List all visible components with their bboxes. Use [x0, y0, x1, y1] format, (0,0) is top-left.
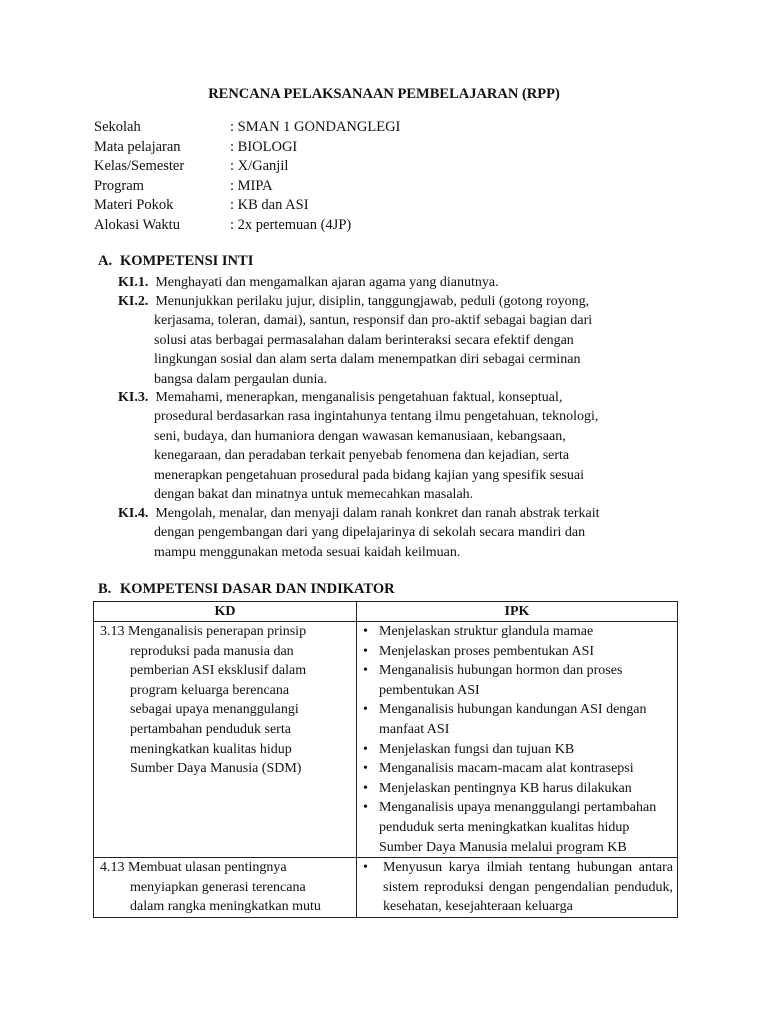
- meta-value: : X/Ganjil: [230, 158, 289, 174]
- ipk-cell: [357, 858, 678, 918]
- kd-text: Sumber Daya Manusia (SDM): [130, 761, 302, 777]
- meta-row: [94, 118, 400, 138]
- kd-text: sebagai upaya menanggulangi: [130, 702, 299, 718]
- ki-text: kenegaraan, dan peradaban terkait penyebab fenomena dan kejadian, serta: [154, 448, 570, 464]
- kd-cell: [94, 858, 357, 918]
- ki-text: dengan bakat dan minatnya untuk memecahkan masalah.: [154, 487, 474, 503]
- bullet-icon: •: [363, 643, 368, 659]
- kd-text: menyiapkan generasi terencana: [130, 879, 306, 895]
- ki-text: lingkungan sosial dan alam serta dalam menempatkan diri sebagai cerminan: [154, 352, 581, 368]
- table-row: [94, 858, 678, 918]
- ki-text: solusi atas berbagai permasalahan dalam berinteraksi secara efektif dengan: [154, 332, 574, 348]
- kd-text: pemberian ASI eksklusif dalam: [130, 663, 307, 679]
- ipk-list: [363, 622, 673, 857]
- ki-text: dengan pengembangan dari yang dipelajarinya di sekolah secara mandiri dan: [154, 525, 586, 541]
- meta-value: : MIPA: [230, 177, 273, 194]
- table-row: [94, 622, 678, 858]
- kd-text: dalam rangka meningkatkan mutu: [130, 899, 321, 915]
- list-item: [363, 759, 673, 779]
- ki-text: kerjasama, toleran, damai), santun, responsif dan pro-aktif sebagai bagian dari: [154, 313, 593, 329]
- ki-text: bangsa dalam pergaulan dunia.: [154, 371, 328, 387]
- bullet-icon: •: [363, 761, 368, 777]
- ipk-text: Menjelaskan proses pembentukan ASI: [379, 643, 595, 659]
- ipk-text: Menganalisis hubungan kandungan ASI dengan manfaat ASI: [379, 702, 647, 737]
- bullet-icon: •: [363, 624, 368, 639]
- list-item: [363, 700, 673, 739]
- meta-key: Materi Pokok: [94, 197, 174, 213]
- ipk-text: Menganalisis hubungan hormon dan proses pembentukan ASI: [379, 663, 623, 698]
- meta-key: Sekolah: [94, 119, 141, 135]
- section-letter: B.: [98, 581, 112, 597]
- ki-text: Menghayati dan mengamalkan ajaran agama yang dianutnya.: [155, 275, 499, 290]
- ipk-text: Menjelaskan fungsi dan tujuan KB: [379, 741, 575, 757]
- ki-label: KI.1.: [118, 275, 149, 290]
- ki-label: KI.2.: [118, 294, 149, 309]
- section-b-heading: [98, 581, 395, 598]
- bullet-icon: •: [363, 741, 368, 757]
- kd-cell: [94, 622, 357, 858]
- ki-text: Menunjukkan perilaku jujur, disiplin, tanggungjawab, peduli (gotong royong,: [155, 294, 590, 309]
- ki-3: [118, 388, 678, 504]
- meta-value: : SMAN 1 GONDANGLEGI: [230, 119, 401, 135]
- ki-text: prosedural berdasarkan rasa ingintahunya tentang ilmu pengetahuan, teknologi,: [154, 409, 599, 425]
- list-item: [363, 622, 673, 642]
- kd-text: meningkatkan kualitas hidup: [130, 741, 292, 757]
- list-item: [363, 740, 673, 760]
- ki-label: KI.3.: [118, 390, 149, 405]
- meta-key: Mata pelajaran: [94, 138, 181, 155]
- ki-label: KI.4.: [118, 506, 149, 521]
- list-item: [363, 798, 673, 857]
- ki-text: mampu menggunakan metoda sesuai kaidah keilmuan.: [154, 544, 461, 560]
- table-header-row: [94, 602, 678, 622]
- ki-text: Memahami, menerapkan, menganalisis pengetahuan faktual, konseptual,: [155, 390, 563, 405]
- ipk-text: Menyusun karya ilmiah tentang hubungan antara sistem reproduksi dengan pengendalian penduduk, kesehatan, kesejahteraan keluarga: [383, 860, 673, 915]
- bullet-icon: •: [363, 663, 368, 679]
- meta-key: Alokasi Waktu: [94, 216, 180, 233]
- section-a-heading: [98, 253, 253, 270]
- ipk-list: [363, 858, 673, 916]
- section-letter: A.: [98, 253, 113, 269]
- ki-text: Mengolah, menalar, dan menyaji dalam ranah konkret dan ranah abstrak terkait: [155, 506, 600, 521]
- meta-key: Kelas/Semester: [94, 158, 185, 174]
- ki-1: [118, 273, 678, 292]
- ipk-text: Menganalisis macam-macam alat kontrasepsi: [379, 761, 634, 777]
- ipk-text: Menjelaskan struktur glandula mamae: [379, 624, 594, 639]
- bullet-icon: •: [363, 860, 368, 876]
- meta-row: [94, 196, 400, 216]
- meta-row: [94, 216, 400, 236]
- list-item: [363, 642, 673, 662]
- section-title: KOMPETENSI INTI: [120, 253, 254, 269]
- ki-4: [118, 504, 678, 562]
- kd-text: program keluarga berencana: [130, 682, 290, 698]
- ipk-text: Menganalisis upaya menanggulangi pertambahan penduduk serta meningkatkan kualitas hidup Sumber Daya Manusia melalui program KB: [379, 800, 657, 855]
- document-title: RENCANA PELAKSANAAN PEMBELAJARAN (RPP): [208, 86, 560, 102]
- section-title: KOMPETENSI DASAR DAN INDIKATOR: [120, 581, 395, 597]
- list-item: [363, 858, 673, 916]
- meta-row: [94, 157, 400, 177]
- ki-text: seni, budaya, dan humaniora dengan wawasan kemanusiaan, kebangsaan,: [154, 428, 566, 444]
- meta-value: : KB dan ASI: [230, 197, 309, 213]
- ipk-text: Menjelaskan pentingnya KB harus dilakukan: [379, 780, 632, 796]
- ipk-cell: [357, 622, 678, 858]
- bullet-icon: •: [363, 800, 368, 816]
- ki-text: menerapkan pengetahuan prosedural pada bidang kajian yang spesifik sesuai: [154, 467, 584, 483]
- list-item: [363, 661, 673, 700]
- kd-text: reproduksi pada manusia dan: [130, 643, 294, 659]
- meta-row: [94, 138, 400, 158]
- kd-text: 3.13 Menganalisis penerapan prinsip: [100, 624, 307, 639]
- bullet-icon: •: [363, 780, 368, 796]
- bullet-icon: •: [363, 702, 368, 718]
- kd-text: 4.13 Membuat ulasan pentingnya: [100, 860, 287, 876]
- header-ipk: IPK: [357, 602, 678, 622]
- meta-value: : 2x pertemuan (4JP): [230, 216, 352, 233]
- kd-ipk-table: [93, 601, 678, 918]
- meta-key: Program: [94, 177, 144, 194]
- list-item: [363, 779, 673, 799]
- kd-text: pertambahan penduduk serta: [130, 721, 291, 737]
- ki-2: [118, 292, 678, 389]
- meta-row: [94, 177, 400, 197]
- header-kd: KD: [94, 602, 357, 622]
- meta-info: [94, 118, 400, 235]
- meta-value: : BIOLOGI: [230, 138, 298, 155]
